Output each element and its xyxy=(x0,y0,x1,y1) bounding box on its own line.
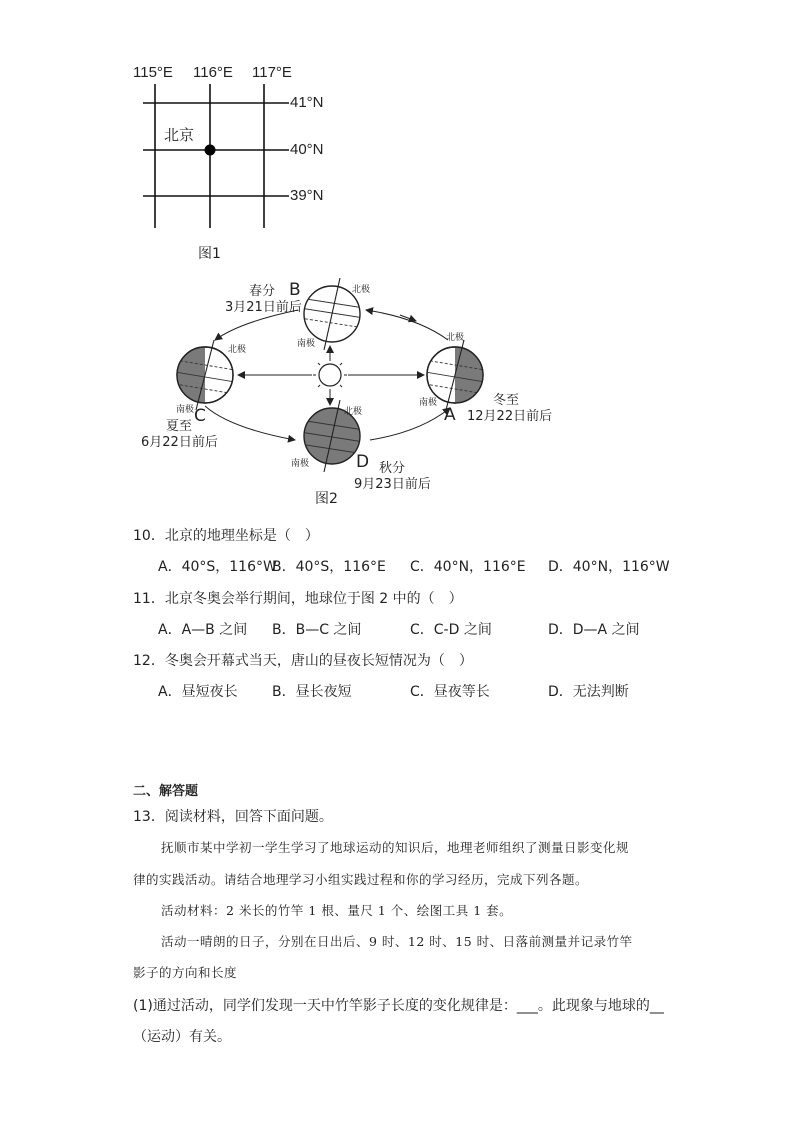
material-line-5: 影子的方向和长度 xyxy=(133,965,238,980)
date-b: 3月21日前后 xyxy=(225,300,302,315)
position-c-letter: C xyxy=(194,406,206,426)
question-12-stem: 12．冬奥会开幕式当天，唐山的昼夜长短情况为（ ） xyxy=(133,653,473,669)
sun-icon xyxy=(313,358,347,392)
date-a: 12月22日前后 xyxy=(467,409,553,424)
term-summer-solstice: 夏至 xyxy=(166,419,193,434)
subquestion-1-line-2: （运动）有关。 xyxy=(133,1029,231,1045)
lon-label-115: 115°E xyxy=(133,64,173,81)
question-11-stem: 11．北京冬奥会举行期间，地球位于图 2 中的（ ） xyxy=(133,591,463,607)
term-autumn-equinox: 秋分 xyxy=(379,461,406,476)
q12-option-a: A．昼短夜长 xyxy=(158,684,238,700)
lon-label-117: 117°E xyxy=(252,64,292,81)
material-line-1: 抚顺市某中学初一学生学习了地球运动的知识后，地理老师组织了测量日影变化规 xyxy=(161,840,630,855)
position-a-letter: A xyxy=(444,405,456,425)
term-spring-equinox: 春分 xyxy=(249,284,276,299)
city-label-beijing: 北京 xyxy=(164,127,195,144)
earth-c-icon xyxy=(170,340,235,410)
lat-lon-grid xyxy=(0,0,400,240)
section-heading: 二、解答题 xyxy=(133,784,199,799)
q12-option-b: B．昼长夜短 xyxy=(272,684,352,700)
date-c: 6月22日前后 xyxy=(141,435,218,450)
lat-label-41: 41°N xyxy=(290,94,324,111)
position-b-letter: B xyxy=(289,280,301,300)
q11-option-b: B．B—C 之间 xyxy=(272,622,362,638)
q10-option-c: C．40°N，116°E xyxy=(410,559,526,575)
south-pole-label-a: 南极 xyxy=(419,398,438,408)
subquestion-1-line-1: (1)通过活动，同学们发现一天中竹竿影子长度的变化规律是：___。此现象与地球的__ xyxy=(133,998,664,1014)
q12-option-d: D．无法判断 xyxy=(548,684,629,700)
date-d: 9月23日前后 xyxy=(354,477,431,492)
north-pole-label-b: 北极 xyxy=(352,285,371,295)
lat-label-40: 40°N xyxy=(290,141,324,158)
south-pole-label-b: 南极 xyxy=(297,339,316,349)
lon-label-116: 116°E xyxy=(193,64,233,81)
south-pole-label-d: 南极 xyxy=(291,459,310,469)
figure-1-caption: 图1 xyxy=(198,246,221,262)
north-pole-label-d: 北极 xyxy=(344,407,363,417)
q10-option-d: D．40°N，116°W xyxy=(548,559,670,575)
q12-option-c: C．昼夜等长 xyxy=(410,684,490,700)
term-winter-solstice: 冬至 xyxy=(493,393,520,408)
q11-option-a: A．A—B 之间 xyxy=(158,622,248,638)
q11-option-c: C．C-D 之间 xyxy=(410,622,492,638)
q10-option-a: A．40°S，116°W xyxy=(158,559,277,575)
beijing-dot xyxy=(205,145,216,156)
material-line-3: 活动材料：2 米长的竹竿 1 根、量尺 1 个、绘图工具 1 套。 xyxy=(161,903,513,918)
material-line-4: 活动一晴朗的日子，分别在日出后、9 时、12 时、15 时、日落前测量并记录竹竿 xyxy=(161,934,633,949)
question-13-stem: 13．阅读材料，回答下面问题。 xyxy=(133,809,333,825)
q11-option-d: D．D—A 之间 xyxy=(548,622,640,638)
lat-label-39: 39°N xyxy=(290,187,324,204)
material-line-2: 律的实践活动。请结合地理学习小组实践过程和你的学习经历，完成下列各题。 xyxy=(133,872,589,887)
figure-2-caption: 图2 xyxy=(315,491,338,507)
q10-option-b: B．40°S，116°E xyxy=(272,559,386,575)
north-pole-label-a: 北极 xyxy=(446,333,465,343)
south-pole-label-c: 南极 xyxy=(176,405,195,415)
north-pole-label-c: 北极 xyxy=(228,345,247,355)
question-10-stem: 10．北京的地理坐标是（ ） xyxy=(133,528,319,544)
position-d-letter: D xyxy=(356,452,370,472)
